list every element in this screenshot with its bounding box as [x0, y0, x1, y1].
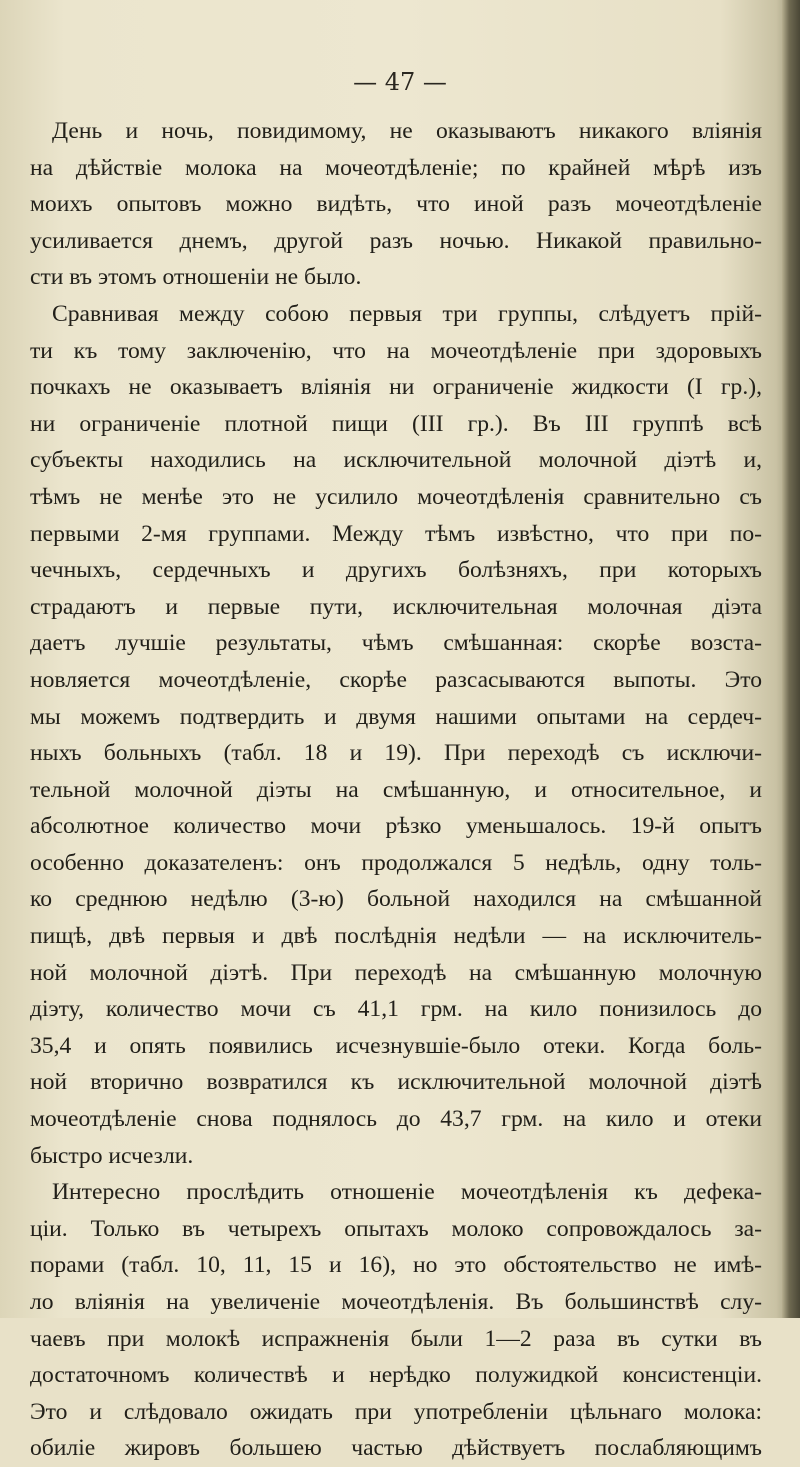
text-line: страдаютъ и первые пути, исключительная молочная діэта — [30, 593, 762, 620]
text-line: обиліе жировъ большею частью дѣйствуетъ послабляющимъ — [30, 1435, 762, 1462]
text-line: быстро исчезли. — [30, 1142, 194, 1169]
text-line: ной вторично возвратился къ исключительной молочной діэтѣ — [30, 1069, 762, 1096]
page-number: — 47 — — [353, 68, 447, 96]
body-text — [30, 113, 762, 1467]
text-line: мочеотдѣленіе снова поднялось до 43,7 грм. на кило и отеки — [30, 1106, 762, 1133]
text-line: порами (табл. 10, 11, 15 и 16), но это обстоятельство не имѣ- — [30, 1252, 762, 1279]
text-line: ло вліянія на увеличеніе мочеотдѣленія. Въ большинствѣ слу- — [30, 1289, 762, 1315]
text-line: ной молочной діэтѣ. При переходѣ на смѣшанную молочную — [30, 959, 762, 986]
text-line: первыми 2-мя группами. Между тѣмъ извѣстно, что при по- — [30, 520, 762, 547]
text-line: ныхъ больныхъ (табл. 18 и 19). При переходѣ съ исключи- — [30, 740, 762, 767]
text-line: на дѣйствіе молока на мочеотдѣленіе; по крайней мѣрѣ изъ — [30, 154, 762, 181]
page-edge-shadow — [782, 0, 800, 1318]
text-line: чечныхъ, сердечныхъ и другихъ болѣзняхъ, при которыхъ — [30, 557, 762, 584]
text-line: особенно доказателенъ: онъ продолжался 5 недѣль, одну толь- — [30, 849, 762, 876]
text-line: даетъ лучшіе результаты, чѣмъ смѣшанная: скорѣе возста- — [30, 630, 762, 657]
text-line: ни ограниченіе плотной пищи (III гр.). Въ III группѣ всѣ — [30, 410, 762, 437]
text-line: усиливается днемъ, другой разъ ночью. Никакой правильно- — [30, 227, 762, 254]
text-line: абсолютное количество мочи рѣзко уменьшалось. 19-й опытъ — [30, 813, 762, 840]
text-line: моихъ опытовъ можно видѣть, что иной разъ мочеотдѣленіе — [30, 191, 762, 218]
text-line: 35,4 и опять появились исчезнувшіе-было отеки. Когда боль- — [30, 1032, 762, 1059]
text-line: чаевъ при молокѣ испражненія были 1—2 раза въ сутки въ — [30, 1325, 762, 1352]
text-line: День и ночь, повидимому, не оказываютъ никакого вліянія — [52, 118, 762, 144]
text-line: пищѣ, двѣ первыя и двѣ послѣднія недѣли — на исключитель- — [30, 923, 762, 950]
text-line: діэту, количество мочи съ 41,1 грм. на кило понизилось до — [30, 996, 762, 1023]
text-line: достаточномъ количествѣ и нерѣдко полужидкой консистенціи. — [30, 1362, 762, 1389]
text-line: ціи. Только въ четырехъ опытахъ молоко сопровождалось за- — [30, 1215, 762, 1242]
text-line: Интересно прослѣдить отношеніе мочеотдѣленія къ дефека- — [52, 1179, 762, 1206]
text-line: субъекты находились на исключительной молочной діэтѣ и, — [30, 447, 762, 474]
text-line: Это и слѣдовало ожидать при употребленіи цѣльнаго молока: — [30, 1398, 762, 1425]
text-line: новляется мочеотдѣленіе, скорѣе разсасываются выпоты. Это — [30, 666, 762, 693]
text-line: тѣмъ не менѣе это не усилило мочеотдѣленія сравнительно съ — [30, 483, 762, 510]
text-line: Сравнивая между собою первыя три группы, слѣдуетъ прій- — [52, 300, 762, 327]
text-line: ти къ тому заключенію, что на мочеотдѣленіе при здоровыхъ — [30, 337, 762, 364]
text-line: ко среднюю недѣлю (3-ю) больной находился на смѣшанной — [30, 886, 762, 913]
text-line: почкахъ не оказываетъ вліянія ни ограниченіе жидкости (I гр.), — [30, 374, 762, 401]
text-line: сти въ этомъ отношеніи не было. — [30, 264, 362, 291]
text-line: тельной молочной діэты на смѣшанную, и относительное, и — [30, 776, 762, 803]
text-line: мы можемъ подтвердить и двумя нашими опытами на сердеч- — [30, 703, 762, 730]
